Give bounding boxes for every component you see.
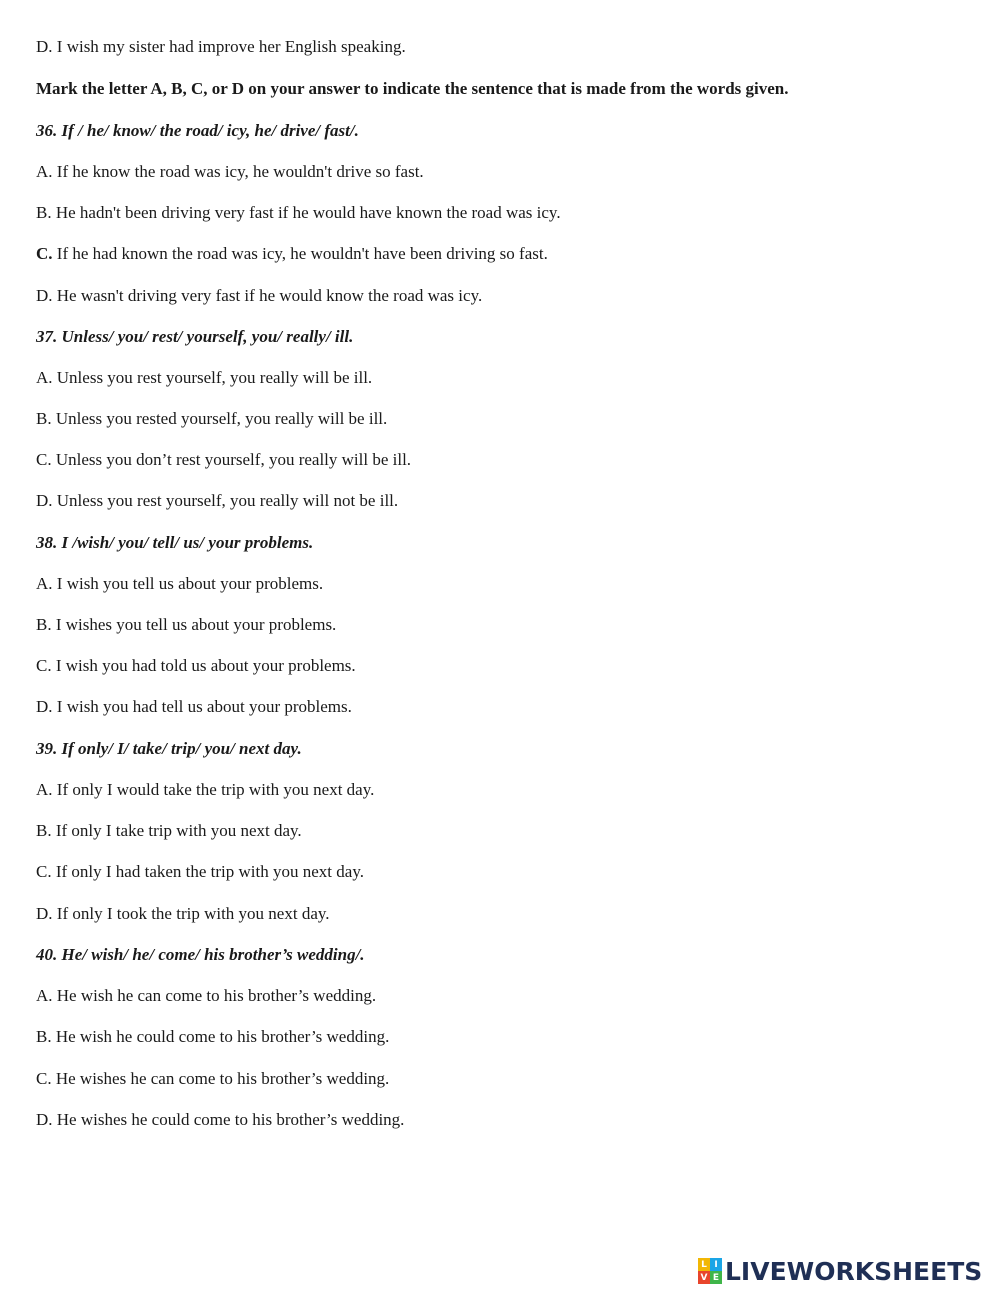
q38-option-a: A. I wish you tell us about your problems. (36, 574, 324, 593)
q39-option-c: C. If only I had taken the trip with you next day. (36, 862, 364, 881)
logo-letter-i: I (710, 1258, 722, 1271)
q39-option-b: B. If only I take trip with you next day. (36, 821, 302, 840)
q40-option-d: D. He wishes he could come to his brother’s wedding. (36, 1110, 405, 1129)
brand-wordmark: LIVEWORKSHEETS (725, 1256, 983, 1286)
q36-option-a: A. If he know the road was icy, he wouldn't drive so fast. (36, 162, 424, 181)
question-38: 38. I /wish/ you/ tell/ us/ your problems. (36, 533, 314, 552)
liveworksheets-logo-icon (698, 1258, 722, 1284)
q36-option-d: D. He wasn't driving very fast if he would know the road was icy. (36, 286, 483, 305)
q36-option-b: B. He hadn't been driving very fast if he would have known the road was icy. (36, 203, 561, 222)
logo-letter-v: V (698, 1271, 710, 1284)
q36-option-c (36, 244, 548, 264)
q37-option-c: C. Unless you don’t rest yourself, you really will be ill. (36, 450, 412, 469)
q36-option-c-text: If he had known the road was icy, he wouldn't have been driving so fast. (52, 244, 548, 263)
section-instruction: Mark the letter A, B, C, or D on your answer to indicate the sentence that is made from the words given. (36, 79, 789, 98)
q40-option-a: A. He wish he can come to his brother’s wedding. (36, 986, 377, 1005)
q37-option-a: A. Unless you rest yourself, you really will be ill. (36, 368, 373, 387)
question-37: 37. Unless/ you/ rest/ yourself, you/ really/ ill. (36, 327, 354, 346)
q40-option-c: C. He wishes he can come to his brother’s wedding. (36, 1069, 390, 1088)
q38-option-b: B. I wishes you tell us about your problems. (36, 615, 337, 634)
liveworksheets-brand (698, 1257, 982, 1285)
q38-option-d: D. I wish you had tell us about your problems. (36, 697, 352, 716)
q37-option-d: D. Unless you rest yourself, you really will not be ill. (36, 491, 399, 510)
question-36: 36. If / he/ know/ the road/ icy, he/ drive/ fast/. (36, 121, 359, 140)
question-40: 40. He/ wish/ he/ come/ his brother’s wedding/. (36, 945, 365, 964)
logo-letter-l: L (698, 1258, 710, 1271)
q39-option-d: D. If only I took the trip with you next day. (36, 904, 330, 923)
q37-option-b: B. Unless you rested yourself, you really will be ill. (36, 409, 388, 428)
q39-option-a: A. If only I would take the trip with you next day. (36, 780, 375, 799)
question-39: 39. If only/ I/ take/ trip/ you/ next day. (36, 739, 302, 758)
q36-option-c-letter: C. (36, 244, 53, 263)
logo-letter-e: E (710, 1271, 722, 1284)
q38-option-c: C. I wish you had told us about your problems. (36, 656, 356, 675)
previous-option-d: D. I wish my sister had improve her English speaking. (36, 37, 406, 56)
q40-option-b: B. He wish he could come to his brother’s wedding. (36, 1027, 390, 1046)
